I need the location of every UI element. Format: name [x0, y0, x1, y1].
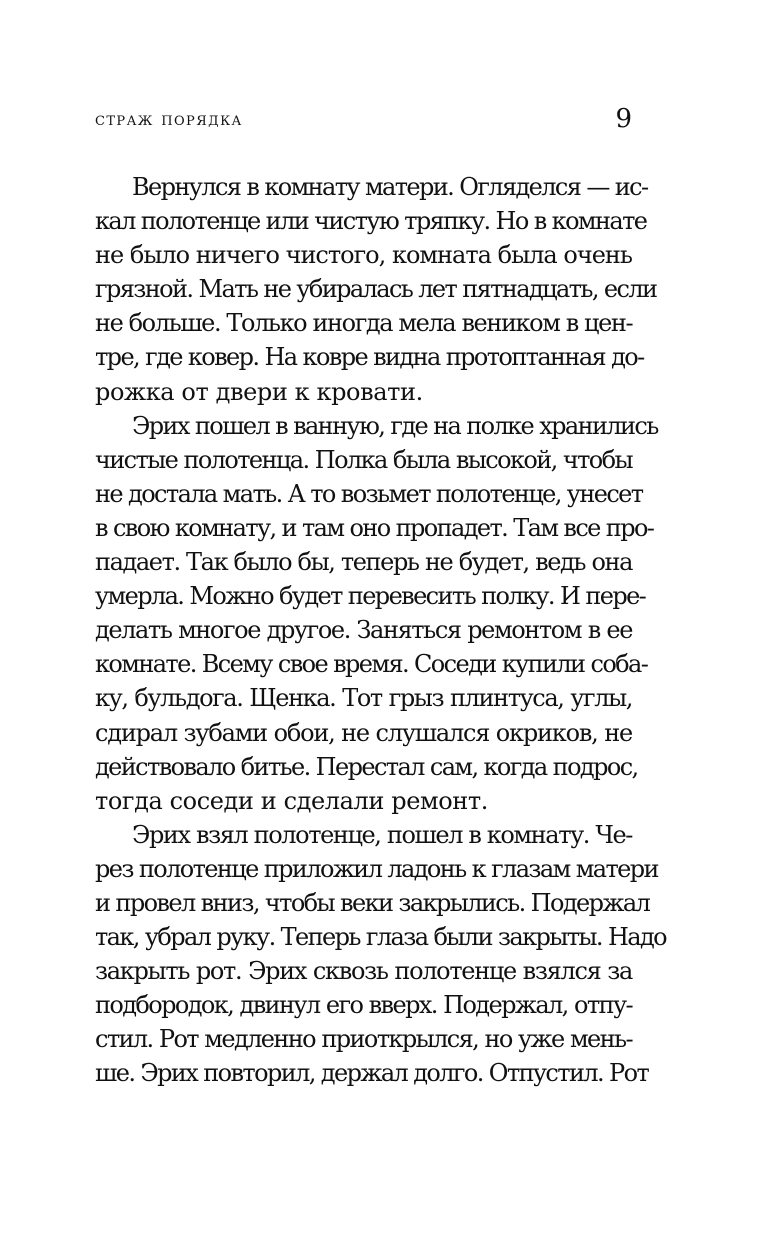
text-line: не больше. Только иногда мела веником в цен- — [95, 309, 633, 338]
text-line: не было ничего чистого, комната была очень — [95, 241, 632, 270]
text-line: делать многое другое. Заняться ремонтом в ее — [95, 616, 632, 645]
text-line: падает. Так было бы, теперь не будет, ведь она — [95, 548, 632, 577]
text-line: чистые полотенца. Полка была высокой, чтобы — [95, 445, 632, 474]
body-text — [95, 170, 667, 1091]
running-title: страж порядка — [95, 108, 243, 130]
text-line: рез полотенце приложил ладонь к глазам матери — [95, 854, 658, 883]
text-line: в свою комнату, и там оно пропадет. Там все про- — [95, 513, 654, 542]
text-line: кал полотенце или чистую тряпку. Но в комнате — [95, 207, 647, 236]
text-line: сдирал зубами обои, не слушался окриков, не — [95, 718, 632, 747]
text-line: действовало битье. Перестал сам, когда подрос, — [95, 752, 638, 781]
text-line: так, убрал руку. Теперь глаза были закрыты. Надо — [95, 923, 667, 952]
text-line: грязной. Мать не убиралась лет пятнадцать, если — [95, 275, 657, 304]
text-line: Эрих пошел в ванную, где на полке хранились — [132, 411, 658, 440]
text-line: ше. Эрих повторил, держал долго. Отпустил. Рот — [95, 1059, 649, 1088]
text-line: рожка от двери к кровати. — [95, 377, 423, 406]
text-line: тре, где ковер. На ковре видна протоптанная до- — [95, 343, 644, 372]
text-line: умерла. Можно будет перевесить полку. И пере- — [95, 582, 646, 611]
text-line: комнате. Всему свое время. Соседи купили соба- — [95, 650, 648, 679]
page-number: 9 — [615, 104, 632, 134]
text-line: Вернулся в комнату матери. Огляделся — ис- — [132, 173, 648, 201]
text-line: Эрих взял полотенце, пошел в комнату. Че- — [132, 820, 632, 849]
text-line: и провел вниз, чтобы веки закрылись. Подержал — [95, 888, 650, 917]
text-line: тогда соседи и сделали ремонт. — [95, 786, 489, 815]
text-line: ку, бульдога. Щенка. Тот грыз плинтуса, углы, — [95, 684, 632, 713]
text-line: не достала мать. А то возьмет полотенце, унесет — [95, 479, 643, 508]
text-line: закрыть рот. Эрих сквозь полотенце взялся за — [95, 957, 632, 986]
text-line: подбородок, двинул его вверх. Подержал, отпу- — [95, 991, 632, 1020]
text-line: стил. Рот медленно приоткрылся, но уже мень- — [95, 1025, 632, 1054]
